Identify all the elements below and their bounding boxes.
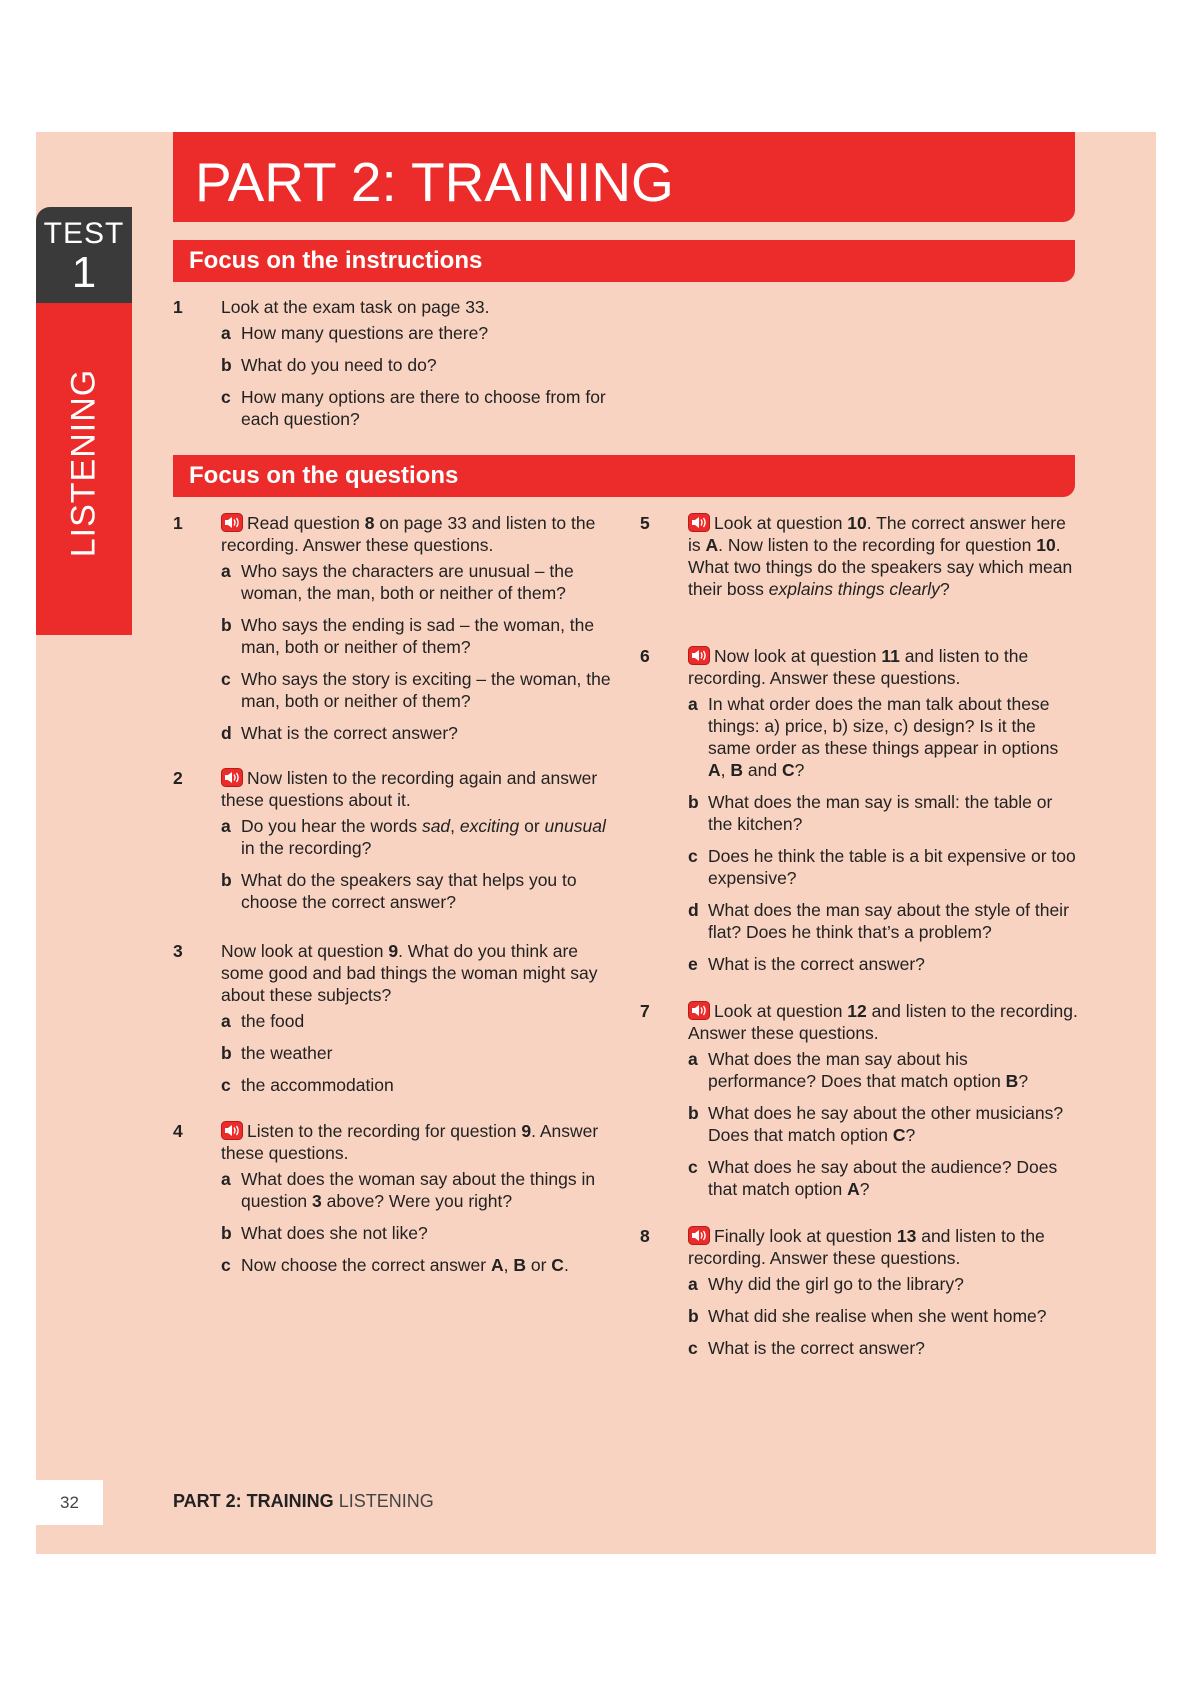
question-stem: Look at question 10. The correct answer here is A. Now listen to the recording for question 10. What two things do the speakers say which mean their boss explains things clearly?	[688, 513, 1073, 599]
questions-banner	[173, 455, 1075, 497]
question-stem: Now look at question 9. What do you think are some good and bad things the woman might say about these subjects?	[221, 941, 598, 1005]
question-7: 7 Look at question 12 and listen to the recording. Answer these questions. a What does the man say about his performance? Does that match option B? b What does he say about the other musicians? Does that match option C? c What does he say about the audience? Does that match option A?	[640, 1000, 1080, 1200]
question-stem: Listen to the recording for question 9. Answer these questions.	[221, 1121, 599, 1163]
sub-question: e What is the correct answer?	[688, 954, 925, 974]
question-8: 8 Finally look at question 13 and listen to the recording. Answer these questions. a Why did the girl go to the library? b What did she realise when she went home? c What is the correct answer?	[640, 1225, 1080, 1359]
sub-question: c the accommodation	[221, 1075, 394, 1095]
audio-speaker-icon[interactable]	[688, 1001, 710, 1020]
test-tab-label: TEST	[43, 217, 125, 250]
sub-question: a In what order does the man talk about these things: a) price, b) size, c) design? Is it the same order as these things appear in options A, B and C?	[688, 694, 1059, 780]
sub-question: c What does he say about the audience? Does that match option A?	[688, 1157, 1058, 1199]
question-stem: Read question 8 on page 33 and listen to the recording. Answer these questions.	[221, 513, 596, 555]
question-3: 3 Now look at question 9. What do you think are some good and bad things the woman might say about these subjects? a the food b the weather c the accommodation	[173, 940, 613, 1096]
sub-question: a What does the woman say about the things in question 3 above? Were you right?	[221, 1169, 596, 1211]
instructions-heading: Focus on the instructions	[189, 247, 483, 274]
running-footer	[173, 1491, 434, 1512]
question-4: 4 Listen to the recording for question 9. Answer these questions. a What does the woman say about the things in question 3 above? Were you right? b What does she not like? c Now choose the correct answer A, B or C.	[173, 1120, 613, 1276]
sub-question: d What does the man say about the style of their flat? Does he think that’s a problem?	[688, 900, 1069, 942]
sub-question: a What does the man say about his performance? Does that match option B?	[688, 1049, 1029, 1091]
title-banner	[173, 132, 1075, 222]
sub-question: b Who says the ending is sad – the woman, the man, both or neither of them?	[221, 615, 595, 657]
sub-question: b What do the speakers say that helps you to choose the correct answer?	[221, 870, 577, 912]
sub-question: c Who says the story is exciting – the woman, the man, both or neither of them?	[221, 669, 611, 711]
audio-speaker-icon[interactable]	[221, 1121, 243, 1140]
sub-question: b the weather	[221, 1043, 333, 1063]
sub-question: b What did she realise when she went home?	[688, 1306, 1047, 1326]
sub-question: b What does the man say is small: the table or the kitchen?	[688, 792, 1053, 834]
sub-question: a Do you hear the words sad, exciting or unusual in the recording?	[221, 816, 606, 858]
footer-part: PART 2: TRAINING	[173, 1491, 334, 1511]
sub-question: c Now choose the correct answer A, B or C.	[221, 1255, 569, 1275]
audio-speaker-icon[interactable]	[221, 513, 243, 532]
question-number: 1	[173, 297, 183, 317]
sub-question: a Who says the characters are unusual – the woman, the man, both or neither of them?	[221, 561, 574, 603]
sub-question: b What does he say about the other musicians? Does that match option C?	[688, 1103, 1064, 1145]
question-stem: Finally look at question 13 and listen to the recording. Answer these questions.	[688, 1226, 1045, 1268]
test-tab	[36, 207, 132, 303]
sub-question: a Why did the girl go to the library?	[688, 1274, 964, 1294]
instructions-banner	[173, 240, 1075, 282]
question-1: 1 Read question 8 on page 33 and listen to the recording. Answer these questions. a Who says the characters are unusual – the woman, the man, both or neither of them? b Who says the ending is sad – the woman, the man, both or neither of them? c Who says the story is exciting – the woman, the man, both or neither of them? d What is the correct answer?	[173, 512, 613, 744]
question-stem: Now look at question 11 and listen to the recording. Answer these questions.	[688, 646, 1029, 688]
question-6: 6 Now look at question 11 and listen to the recording. Answer these questions. a In what order does the man talk about these things: a) price, b) size, c) design? Is it the same order as these things appear in options A, B and C? b What does the man say is small: the table or the kitchen? c Does he think the table is a bit expensive or too expensive? d What does the man say about the style of their flat? Does he think that’s a problem? e What is the correct answer?	[640, 645, 1080, 975]
sub-question: a How many questions are there?	[221, 323, 489, 343]
footer-section: LISTENING	[338, 1491, 434, 1511]
question-2: 2 Now listen to the recording again and answer these questions about it. a Do you hear the words sad, exciting or unusual in the recording? b What do the speakers say that helps you to choose the correct answer?	[173, 767, 613, 913]
audio-speaker-icon[interactable]	[688, 1226, 710, 1245]
question-stem: Look at question 12 and listen to the recording. Answer these questions.	[688, 1001, 1078, 1043]
audio-speaker-icon[interactable]	[221, 768, 243, 787]
audio-speaker-icon[interactable]	[688, 513, 710, 532]
question-stem: Now listen to the recording again and answer these questions about it.	[221, 768, 598, 810]
page-number: 32	[36, 1480, 103, 1525]
sub-question: d What is the correct answer?	[221, 723, 458, 743]
sub-question: c What is the correct answer?	[688, 1338, 925, 1358]
sub-question: c How many options are there to choose from for each question?	[221, 387, 606, 429]
test-tab-number: 1	[71, 248, 97, 297]
sub-question: a the food	[221, 1011, 305, 1031]
question-5: 5 Look at question 10. The correct answer here is A. Now listen to the recording for question 10. What two things do the speakers say which mean their boss explains things clearly?	[640, 512, 1080, 600]
question-stem: Look at the exam task on page 33.	[221, 297, 490, 317]
questions-heading: Focus on the questions	[189, 462, 459, 489]
sub-question: c Does he think the table is a bit expensive or too expensive?	[688, 846, 1076, 888]
section-tab	[36, 303, 132, 635]
section-tab-label: LISTENING	[64, 368, 103, 558]
page-title: PART 2: TRAINING	[195, 151, 674, 213]
sub-question: b What does she not like?	[221, 1223, 428, 1243]
sub-question: b What do you need to do?	[221, 355, 437, 375]
audio-speaker-icon[interactable]	[688, 646, 710, 665]
instructions-question-1	[173, 296, 613, 430]
